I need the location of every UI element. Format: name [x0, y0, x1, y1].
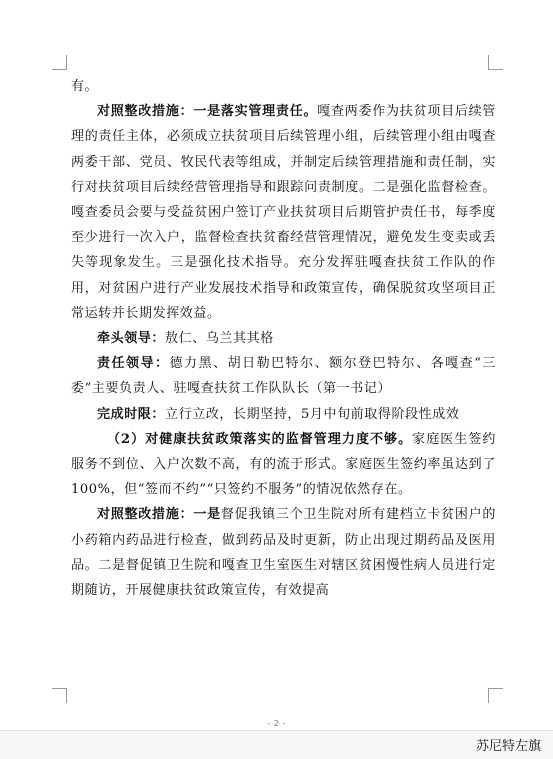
paragraph-heading: 牵头领导： — [97, 331, 166, 347]
paragraph-heading: 对照整改措施：一是 — [97, 507, 221, 523]
paragraph-heading: 对照整改措施：一是落实管理责任。 — [97, 104, 318, 120]
footer-bar — [0, 730, 553, 759]
paragraph-text: 嘎查两委作为扶贫项目后续管理的责任主体，必须成立扶贫项目后续管理小组，后续管理小组由嘎查两委干部、党员、牧民代表等组成，并制定后续管理措施和责任制，实行对扶贫项目后续经营管理指导和跟踪问责制度。二是强化监督检查。嘎查委员会要与受益贫困户签订产业扶贫项目后期管护责任书，每季度至少进行一次入户，监督检查扶贫畜经营管理情况，避免发生变卖或丢失等现象发生。三是强化技术指导。充分发挥驻嘎查扶贫工作队的作用，对贫困户进行产业发展技术指导和政策宣传，确保脱贫攻坚项目正常运转并长期发挥效益。 — [71, 104, 496, 321]
paragraph-heading: 责任领导： — [97, 356, 170, 372]
page-number: - 2 - — [267, 719, 286, 728]
crop-mark-bottom-left — [52, 688, 67, 703]
paragraph-heading: （2）对健康扶贫政策落实的监督管理力度不够。 — [107, 431, 413, 447]
paragraph-text: 家庭医生签约服务不到位、入户次数不高，有的流于形式。家庭医生签约率虽达到了100%，但“签而不约”“只签约不服务”的情况依然存在。 — [71, 431, 496, 498]
paragraph-heading: 完成时限： — [97, 406, 166, 422]
paragraph-continuation — [71, 74, 496, 99]
paragraph-deadline — [71, 402, 496, 427]
paragraph-text: 敖仁、乌兰其其格 — [165, 331, 274, 347]
paragraph-issue-health — [71, 427, 496, 503]
document-body — [71, 74, 496, 603]
source-watermark: 苏尼特左旗 — [475, 739, 541, 754]
paragraph-lead-leaders — [71, 326, 496, 351]
paragraph-text: 有。 — [71, 79, 99, 94]
paragraph-text: 督促我镇三个卫生院对所有建档立卡贫困户的小药箱内药品进行检查，做到药品及时更新，防止出现过期药品及医用品。二是督促镇卫生院和嘎查卫生室医生对辖区贫困慢性病人员进行定期随访，开展健康扶贫政策宣传，有效提高 — [71, 507, 496, 599]
crop-mark-bottom-right — [488, 688, 503, 703]
paragraph-responsible-leaders — [71, 351, 496, 401]
crop-mark-top-left — [52, 55, 67, 70]
paragraph-text: 立行立改，长期坚持，5月中旬前取得阶段性成效 — [165, 406, 460, 422]
crop-mark-top-right — [488, 55, 503, 70]
paragraph-rectification-measures-2 — [71, 502, 496, 603]
paragraph-text: 德力黑、胡日勒巴特尔、额尔登巴特尔、各嘎查“三委”主要负责人、驻嘎查扶贫工作队队长（第一书记） — [71, 356, 496, 397]
paragraph-rectification-measures — [71, 99, 496, 326]
